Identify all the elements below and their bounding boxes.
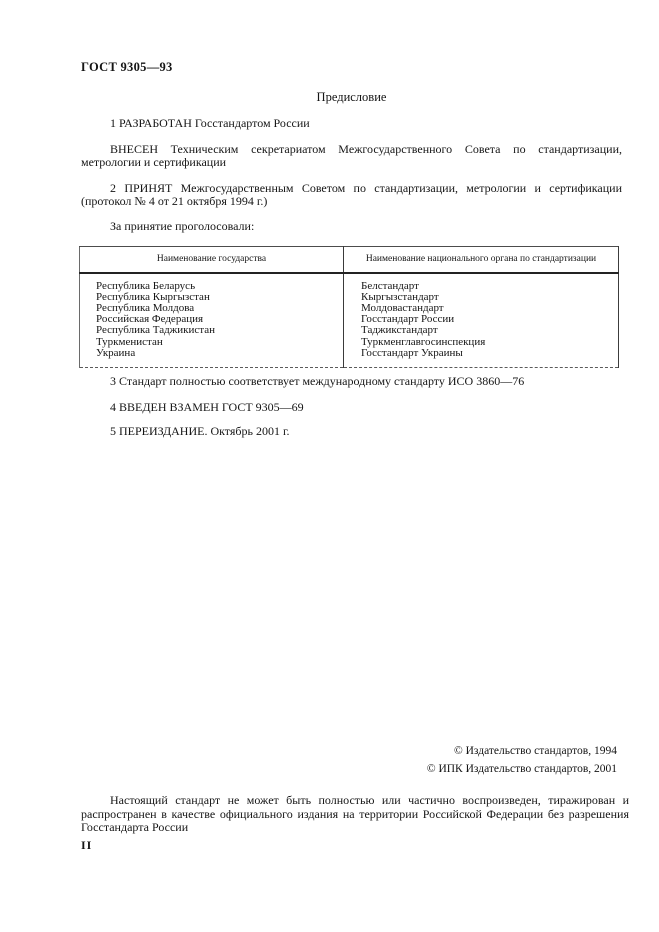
page-title: Предисловие: [316, 90, 387, 104]
table-row: [80, 325, 619, 336]
copyright-line-2001: © ИПК Издательство стандартов, 2001: [426, 763, 617, 775]
copyright-line-1994: © Издательство стандартов, 1994: [453, 745, 617, 757]
copyright-block: [427, 742, 617, 778]
clause-2-adopted: 2 ПРИНЯТ Межгосударственным Советом по стандартизации, метрологии и сертификации (протокол № 4 от 21 октября 1994 г.): [81, 181, 622, 209]
vote-caption: За принятие проголосовали:: [110, 219, 255, 233]
country-cell: Туркменистан: [96, 335, 163, 348]
country-cell: Украина: [96, 346, 136, 359]
legal-notice: Настоящий стандарт не может быть полностью или частично воспроизведен, тиражирован и распространен в качестве официального издания на территории Российской Федерации без разрешения Госстандарта России: [81, 793, 629, 834]
country-cell: Республика Беларусь: [96, 279, 196, 292]
column-header-state: Наименование государства: [80, 247, 344, 273]
country-cell: Республика Таджикистан: [96, 324, 215, 337]
table-row: [80, 273, 619, 292]
org-cell: Белстандарт: [344, 273, 619, 292]
clause-3-iso-equivalence: 3 Стандарт полностью соответствует международному стандарту ИСО 3860—76: [110, 374, 525, 388]
country-cell: Республика Молдова: [96, 301, 195, 314]
page-number: II: [81, 838, 93, 852]
table-row: [80, 337, 619, 348]
table-header-row: [80, 247, 619, 273]
table-row: [80, 348, 619, 368]
org-cell: Таджикстандарт: [344, 325, 619, 336]
org-cell: Госстандарт Украины: [344, 348, 619, 368]
clause-4-replaces: 4 ВВЕДЕН ВЗАМЕН ГОСТ 9305—69: [110, 400, 304, 414]
column-header-org: Наименование национального органа по стандартизации: [344, 247, 619, 273]
country-cell: Республика Кыргызстан: [96, 290, 210, 303]
voting-table: [79, 246, 619, 368]
standard-code: ГОСТ 9305—93: [81, 60, 173, 74]
org-cell: Госстандарт России: [344, 314, 619, 325]
clause-submitted: ВНЕСЕН Техническим секретариатом Межгосударственного Совета по стандартизации, метрологии и сертификации: [81, 142, 622, 170]
clause-5-reissue: 5 ПЕРЕИЗДАНИЕ. Октябрь 2001 г.: [110, 424, 290, 438]
org-cell: Кыргызстандарт: [344, 292, 619, 303]
clause-1-developed: 1 РАЗРАБОТАН Госстандартом России: [110, 116, 310, 130]
org-cell: Туркменглавгосинспекция: [344, 337, 619, 348]
country-cell: Российская Федерация: [96, 313, 204, 326]
org-cell: Молдовастандарт: [344, 303, 619, 314]
